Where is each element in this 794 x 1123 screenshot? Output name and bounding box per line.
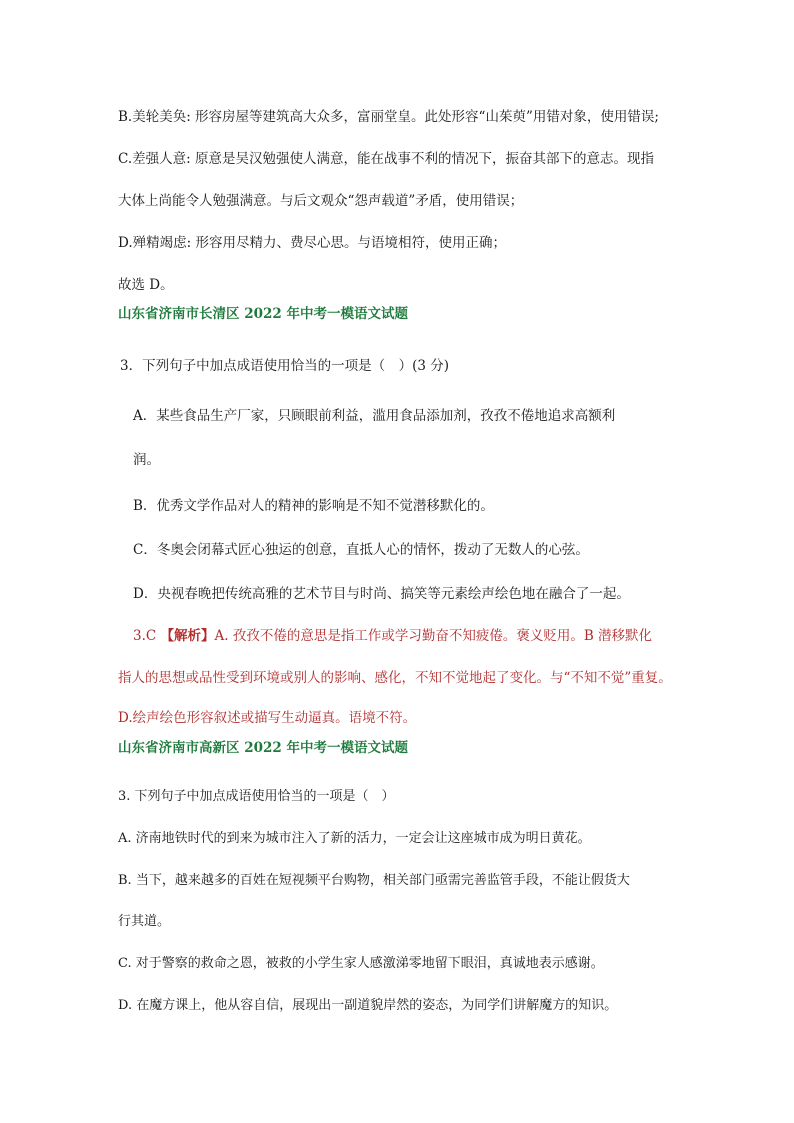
option-a: A．某些食品生产厂家，只顾眼前利益，滥用食品添加剂，孜孜不倦地追求高额利 bbox=[133, 408, 616, 424]
option-b-2-cont: 行其道。 bbox=[118, 914, 171, 929]
answer-text-1: A. 孜孜不倦的意思是指工作或学习勤奋不知疲倦。褒义贬用。B 潜移默化 bbox=[214, 628, 653, 644]
option-d-2: D. 在魔方课上，他从容自信，展现出一副道貌岸然的姿态，为同学们讲解魔方的知识。 bbox=[118, 998, 618, 1013]
option-c: C．冬奥会闭幕式匠心独运的创意，直抵人心的情怀，拨动了无数人的心弦。 bbox=[133, 542, 589, 558]
option-b: B．优秀文学作品对人的精神的影响是不知不觉潜移默化的。 bbox=[133, 498, 494, 514]
answer-number: 3.C bbox=[133, 628, 157, 644]
option-d: D．央视春晚把传统高雅的艺术节目与时尚、搞笑等元素绘声绘色地在融合了一起。 bbox=[133, 586, 630, 602]
question-3-stem: 3．下列句子中加点成语使用恰当的一项是（ ）(3 分) bbox=[120, 358, 450, 374]
question-3-stem-2: 3. 下列句子中加点成语使用恰当的一项是（ ） bbox=[118, 789, 395, 804]
answer-line-1 bbox=[133, 627, 652, 645]
explanation-line-c-cont: 大体上尚能令人勉强满意。与后文观众“怨声载道”矛盾，使用错误； bbox=[118, 193, 524, 209]
answer-line-3: D.绘声绘色形容叙述或描写生动逼真。语境不符。 bbox=[118, 710, 417, 726]
explanation-conclusion: 故选 D。 bbox=[118, 277, 174, 293]
explanation-line-d: D.殚精竭虑: 形容用尽精力、费尽心思。与语境相符，使用正确； bbox=[118, 235, 506, 251]
section-heading-gaoxin: 山东省济南市高新区 2022 年中考一模语文试题 bbox=[118, 740, 408, 756]
section-heading-changqing: 山东省济南市长清区 2022 年中考一模语文试题 bbox=[118, 306, 408, 322]
answer-line-2: 指人的思想或品性受到环境或别人的影响、感化，不知不觉地起了变化。与“不知不觉”重复。 bbox=[118, 670, 672, 686]
option-a-cont: 润。 bbox=[133, 452, 160, 468]
explanation-line-b: B.美轮美奂: 形容房屋等建筑高大众多，富丽堂皇。此处形容“山茱萸”用错对象，使用错误; bbox=[118, 109, 659, 125]
explanation-line-c: C.差强人意: 原意是吴汉勉强使人满意，能在战事不利的情况下，振奋其部下的意志。现指 bbox=[118, 151, 654, 167]
option-c-2: C. 对于警察的救命之恩，被救的小学生家人感激涕零地留下眼泪，真诚地表示感谢。 bbox=[118, 956, 604, 971]
option-b-2: B. 当下，越来越多的百姓在短视频平台购物，相关部门亟需完善监管手段，不能让假货大 bbox=[118, 873, 630, 888]
option-a-2: A. 济南地铁时代的到来为城市注入了新的活力，一定会让这座城市成为明日黄花。 bbox=[118, 831, 591, 846]
answer-tag: 【解析】 bbox=[160, 628, 215, 644]
